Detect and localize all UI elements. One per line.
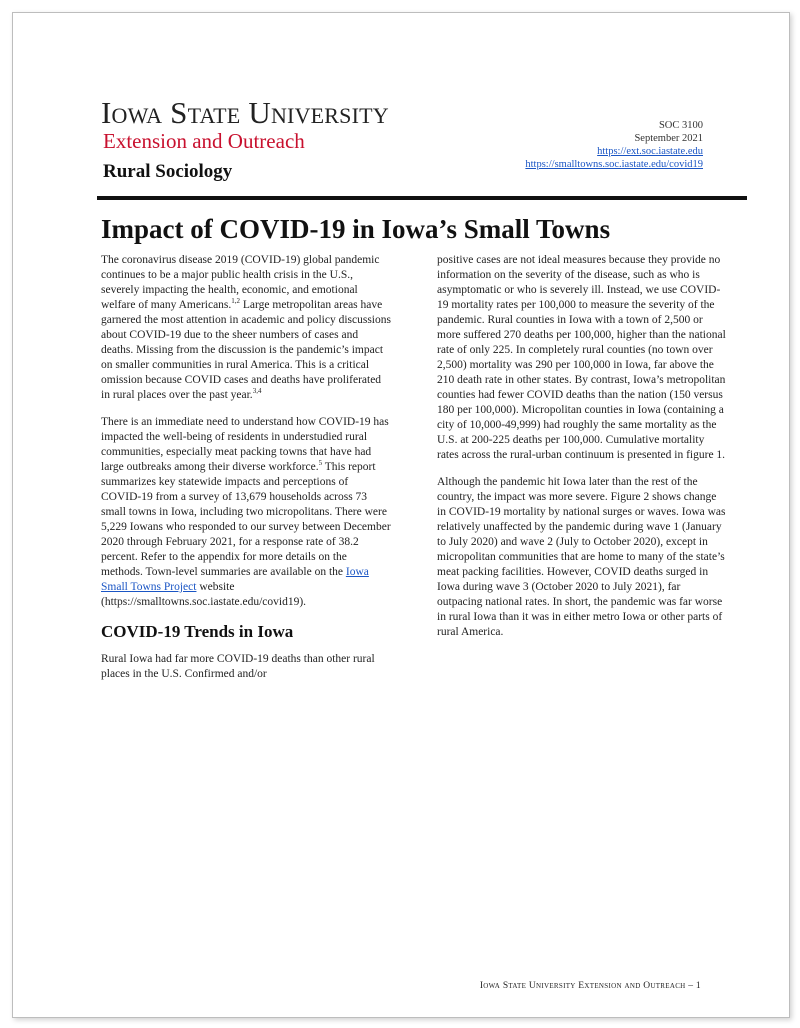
paragraph-trends: Rural Iowa had far more COVID-19 deaths than other rural places in the U.S. Confirmed and/or	[101, 653, 375, 681]
document-title: Impact of COVID-19 in Iowa’s Small Towns	[101, 214, 611, 244]
extension-wordmark: Extension and Outreach	[103, 129, 305, 153]
unit-name: Rural Sociology	[103, 161, 233, 182]
footnote-ref: 3,4	[252, 387, 262, 396]
document-page	[12, 12, 790, 1018]
right-column	[437, 253, 727, 652]
iowa-small-towns-link[interactable]: Iowa Small Towns Project	[101, 566, 369, 593]
publication-meta	[525, 119, 703, 171]
doc-code: SOC 3100	[658, 120, 703, 131]
section-heading-trends: COVID-19 Trends in Iowa	[101, 622, 294, 641]
paragraph-need: There is an immediate need to understand how COVID-19 has impacted the well-being of residents in understudied rural communities, especially meat packing towns that have had large outbreaks among their diverse workforce.$^5$ This report summarizes key statewide impacts and perceptions of COVID-19 from a survey of 13,679 households across 73 small towns in Iowa, including two micropolitans. There were 5,229 Iowans who responded to our survey between December 2020 through February 2021, for a response rate of 38.2 percent. Refer to the appendix for more details on the methods. Town-level summaries are available on the Iowa Small Towns Project website (https://smalltowns.soc.iastate.edu/covid19).	[101, 416, 391, 608]
ext-soc-link[interactable]: https://ext.soc.iastate.edu	[597, 146, 703, 157]
left-column	[101, 253, 391, 694]
footnote-ref: 1,2	[231, 297, 241, 306]
paragraph-waves: Although the pandemic hit Iowa later than the rest of the country, the impact was more severe. Figure 2 shows change in COVID-19 mortality by national surges or waves. Iowa was relatively unaffected by the pandemic during wave 1 (January to July 2020) and wave 2 (July to October 2020), except in micropolitan communities that are home to many of the state’s meat packing facilities. However, COVID deaths surged in Iowa during wave 3 (October 2020 to July 2021), far outpacing national rates. In short, the pandemic was far worse in rural Iowa than it was in either metro Iowa or other parts of rural America.	[437, 476, 726, 638]
university-wordmark: Iowa State University	[101, 95, 389, 130]
paragraph-intro: The coronavirus disease 2019 (COVID-19) global pandemic continues to be a major public health crisis in the U.S., severely impacting the health, economic, and emotional welfare of many Americans.$^{1,2}$ Large metropolitan areas have garnered the most attention in academic and policy discussions about COVID-19 due to the sheer numbers of cases and deaths. Missing from the discussion is the pandemic’s impact on smaller communities in rural America. This is a critical omission because COVID cases and deaths have proliferated in rural places over the past year.$^{3,4}$	[101, 254, 391, 401]
footnote-ref: 5	[318, 459, 323, 468]
header-divider	[97, 196, 747, 200]
paragraph-mortality: positive cases are not ideal measures because they provide no information on the severity of the disease, such as who is asymptomatic or who is severely ill. Instead, we use COVID-19 mortality rates per 100,000 to measure the severity of the pandemic. Rural counties in Iowa with a town of 2,500 or more suffered 270 deaths per 100,000, higher than the national rate of only 225. In completely rural counties (no town over 2,500) mortality was 290 per 100,000 in Iowa, far above the 210 death rate in other states. By contrast, Iowa’s metropolitan counties had fewer COVID deaths than the nation (150 versus 180 per 100,000). Micropolitan counties in Iowa (containing a city of 10,000-49,999) had roughly the same mortality as the U.S. at 200-225 deaths per 100,000. Cumulative mortality rates across the rural-urban continuum is presented in figure 1.	[437, 254, 726, 461]
publication-date: September 2021	[634, 133, 703, 144]
page-footer: Iowa State University Extension and Outreach – 1	[479, 981, 701, 991]
covid19-project-link[interactable]: https://smalltowns.soc.iastate.edu/covid19	[525, 159, 703, 170]
